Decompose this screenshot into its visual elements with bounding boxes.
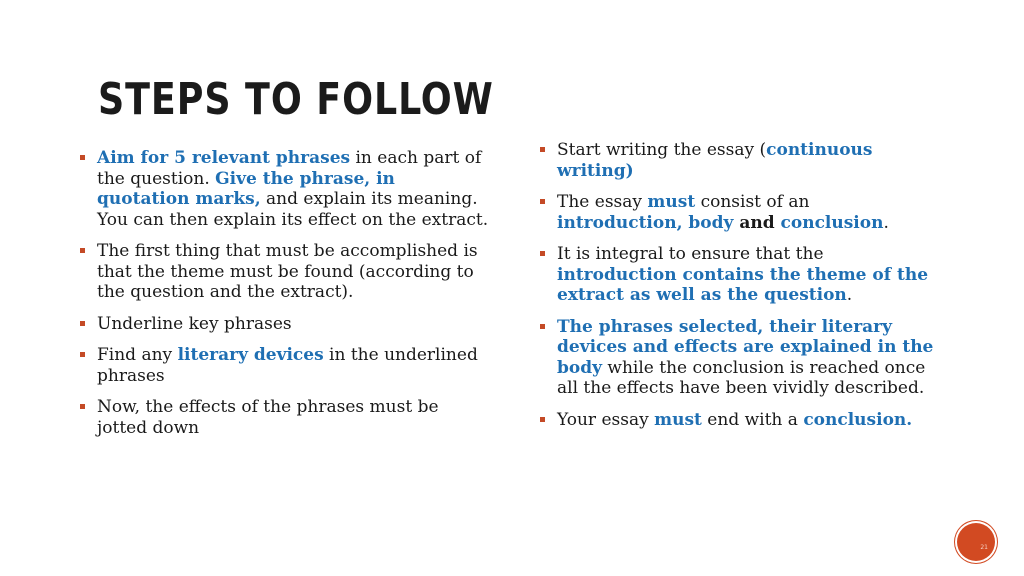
highlighted-text: conclusion <box>780 212 884 233</box>
left-bullet-item <box>80 241 490 303</box>
body-text: The essay <box>557 192 648 212</box>
highlighted-text: introduction contains the theme of the extract as well as the question <box>557 264 929 305</box>
body-text: . <box>883 212 889 233</box>
right-bullet-item <box>540 244 940 306</box>
bullet-icon <box>540 324 545 329</box>
body-text: end with a <box>701 409 804 430</box>
left-column <box>80 148 490 449</box>
body-text: It is integral to ensure that the <box>557 244 824 264</box>
body-text: Start writing the essay ( <box>557 140 767 160</box>
body-text: in the underlined phrases <box>97 345 478 386</box>
body-text: Your essay <box>557 409 655 430</box>
bullet-icon <box>540 199 545 204</box>
left-bullet-item <box>80 397 490 438</box>
bullet-icon <box>80 155 85 160</box>
left-bullet-item <box>80 148 490 230</box>
body-text: and <box>733 212 781 233</box>
right-bullet-item <box>540 192 940 233</box>
body-text: Underline key phrases <box>97 313 292 334</box>
highlighted-text: must <box>654 409 702 430</box>
bullet-icon <box>80 404 85 409</box>
body-text: consist of an <box>695 192 810 212</box>
body-text: . <box>846 285 853 305</box>
bullet-icon <box>80 248 85 253</box>
right-bullet-item <box>540 410 940 431</box>
body-text: and explain its meaning. You can then explain its effect on the extract. <box>97 189 489 230</box>
right-bullet-item <box>540 140 940 181</box>
body-text: Now, the effects of the phrases must be jotted down <box>97 397 439 438</box>
body-text: The first thing that must be accomplished is that the theme must be found (according to the question and the extract). <box>97 241 478 302</box>
highlighted-text: literary devices <box>177 345 324 365</box>
bullet-icon <box>80 321 85 326</box>
right-bullet-list <box>540 140 940 430</box>
right-column <box>540 140 940 441</box>
body-text: while the conclusion is reached once all the effects have been vividly described. <box>557 357 926 398</box>
left-bullet-list <box>80 148 490 438</box>
highlighted-text: introduction, body <box>557 212 734 233</box>
highlighted-text: Give the phrase, in quotation marks, <box>97 168 395 209</box>
right-bullet-item <box>540 317 940 399</box>
bullet-icon <box>540 417 545 422</box>
left-bullet-item <box>80 345 490 386</box>
slide-number: 21 <box>980 544 988 551</box>
body-text: in each part of the question. <box>97 148 482 189</box>
bullet-icon <box>80 352 85 357</box>
highlighted-text: conclusion. <box>803 409 913 430</box>
slide-edge <box>0 0 8 576</box>
highlighted-text: continuous writing) <box>557 140 873 181</box>
bullet-icon <box>540 147 545 152</box>
body-text: Find any <box>97 345 178 365</box>
slide-number-badge <box>957 523 995 561</box>
slide-title: STEPS TO FOLLOW <box>98 74 494 125</box>
left-bullet-item <box>80 314 490 335</box>
highlighted-text: The phrases selected, their literary devices and effects are explained in the body <box>557 316 934 378</box>
highlighted-text: must <box>647 192 696 212</box>
highlighted-text: Aim for 5 relevant phrases <box>97 148 351 168</box>
bullet-icon <box>540 251 545 256</box>
